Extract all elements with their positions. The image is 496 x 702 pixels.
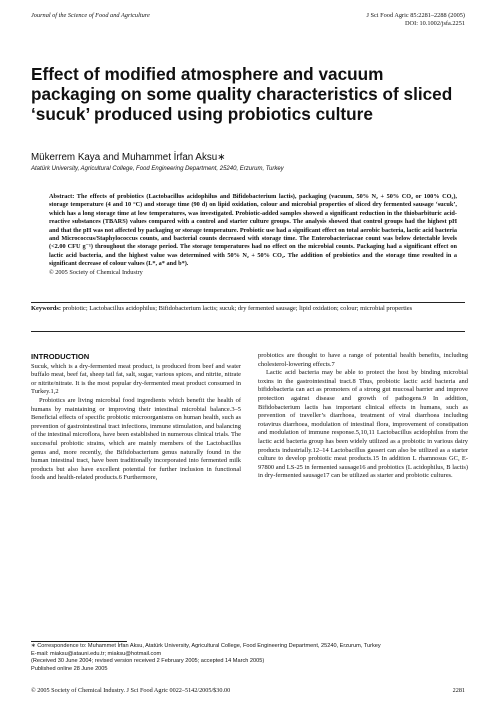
paragraph: Lactic acid bacteria may be able to protect the host by binding microbial toxins in the gastrointestinal tract.8 Thus, probiotic lactic acid bacteria and bifidobacteria can act as promoters of a strong gut mucosal barrier and improve protection against disease and growth of pathogens.9 In addition, Bifidobacterium lactis has important clinical effects in humans, such as prevention of traveller’s diarrhoea, treatment of viral diarrhoea including rotavirus diarrhoea, modulation of intestinal flora, improvement of constipation and modulation of immune response.5,10,11 Lactobacillus acidophilus from the lactic acid bacteria group has been widely utilized as a probiotic in various dairy products industrially.12–14 Lactobacillus gasseri can also be utilized as a starter culture to develop probiotic meat products.15 In addition L rhamnosus GC, E-97800 and LS-25 in fermented sausage16 and probiotics (L acidophilus, B lactis) in dry-fermented sausage17 can be utilized as starter and probiotic cultures.: [258, 369, 468, 480]
abstract: [49, 193, 457, 277]
paragraph: Probiotics are living microbial food ingredients which benefit the health of humans by maintaining or improving their intestinal microbial balance.3–5 Beneficial effects of specific probiotic microorganisms on human health, such as prevention of gastrointestinal tract infections, immune stimulation, and balancing of the intestinal microflora, have been established in numerous clinical trials. The successful probiotic strains, which are mainly members of the Lactobacillus genus and, more recently, the Bifidobacterium genus naturally found in the human intestinal tract, have been traditionally incorporated into fermented milk products but also have excellent potential for further inclusion in functional foods and health-related products.6 Furthermore,: [31, 396, 241, 482]
footnote-rule: [31, 641, 127, 642]
keywords: [31, 305, 461, 314]
correspondence-note: ∗ Correspondence to: Muhammet İrfan Aksu, Atatürk University, Agricultural College, Food Engineering Department, 25240, Erzurum, Turkey: [31, 643, 381, 649]
journal-name: Journal of the Science of Food and Agriculture: [31, 12, 150, 19]
left-column: [31, 353, 241, 483]
published-date: Published online 28 June 2005: [31, 665, 108, 672]
citation-block: [367, 12, 465, 28]
divider-top: [31, 302, 465, 303]
article-title: Effect of modified atmosphere and vacuum packaging on some quality characteristics of sliced ‘sucuk’ produced using probiotics culture: [31, 64, 453, 124]
abstract-copyright: © 2005 Society of Chemical Industry: [49, 268, 143, 276]
intro-heading: INTRODUCTION: [31, 352, 90, 361]
right-column: [258, 352, 468, 481]
paragraph: Sucuk, which is a dry-fermented meat product, is produced from beef and water buffalo meat, beef fat, sheep tail fat, salt, sugar, various spices, and nitrite, nitrate or nitrite/nitrate. It is the most popular dry-fermented meat product consumed in Turkey.1,2: [31, 362, 241, 396]
footer-copyright: © 2005 Society of Chemical Industry. J Sci Food Agric 0022–5142/2005/$30.00: [31, 687, 231, 694]
keywords-label: Keywords:: [31, 305, 62, 312]
divider-bottom: [31, 331, 465, 332]
footnotes: [31, 643, 461, 673]
email-link[interactable]: E-mail: miaksu@atauni.edu.tr; miaksu@hotmail.com: [31, 650, 162, 657]
doi: DOI: 10.1002/jsfa.2251: [405, 20, 465, 27]
abstract-text: Abstract: The effects of probiotics (Lactobacillus acidophilus and Bifidobacterium lactis), packaging (vacuum, 50% N₂ + 50% CO₂ or 100% CO₂), storage temperature (4 and 10 °C) and storage time (90 d) on lipid oxidation, colour and microbial properties of sliced dry fermented sausage ‘sucuk’, which has a long storage time at low temperatures, was investigated. Probiotic-added samples showed a significant reduction in the thiobarbituric acid-reactive substances (TBARS) values compared with a control and starter culture groups. The analysis showed that control groups had the highest pH and that the pH was not affected by packaging or storage temperature. Probiotic use had a significant effect on total aerobic bacteria, lactic acid bacteria and Micrococcus/Staphylococcus counts, and bacterial counts decreased with storage time. The Enterobacteriaceae count was below detectable levels (<2.00 CFU g⁻¹) throughout the storage period. The storage temperatures had no effect on the microbial counts. Packaging had a significant effect on lactic acid bacteria, and the highest value was determined with 50% N₂ + 50% CO₂. The addition of probiotics and the storage time resulted in a significant decrease of colour values (L*, a* and b*).: [49, 193, 457, 268]
page-footer: [31, 687, 465, 694]
citation: J Sci Food Agric 85:2281–2288 (2005): [366, 12, 465, 19]
page-number: 2281: [452, 687, 465, 694]
paragraph: probiotics are thought to have a range of potential health benefits, including cholesterol-lowering effects.7: [258, 352, 468, 368]
keywords-text: probiotic; Lactobacillus acidophilus; Bifidobacterium lactis; sucuk; dry fermented sausage; lipid oxidation; colour; microbial properties: [62, 305, 413, 312]
affiliation: Atatürk University, Agricultural College, Food Engineering Department, 25240, Erzurum, Turkey: [31, 166, 284, 172]
received-dates: (Received 30 June 2004; revised version received 2 February 2005; accepted 14 March 2005): [31, 658, 265, 665]
authors: Mükerrem Kaya and Muhammet İrfan Aksu∗: [31, 152, 226, 163]
